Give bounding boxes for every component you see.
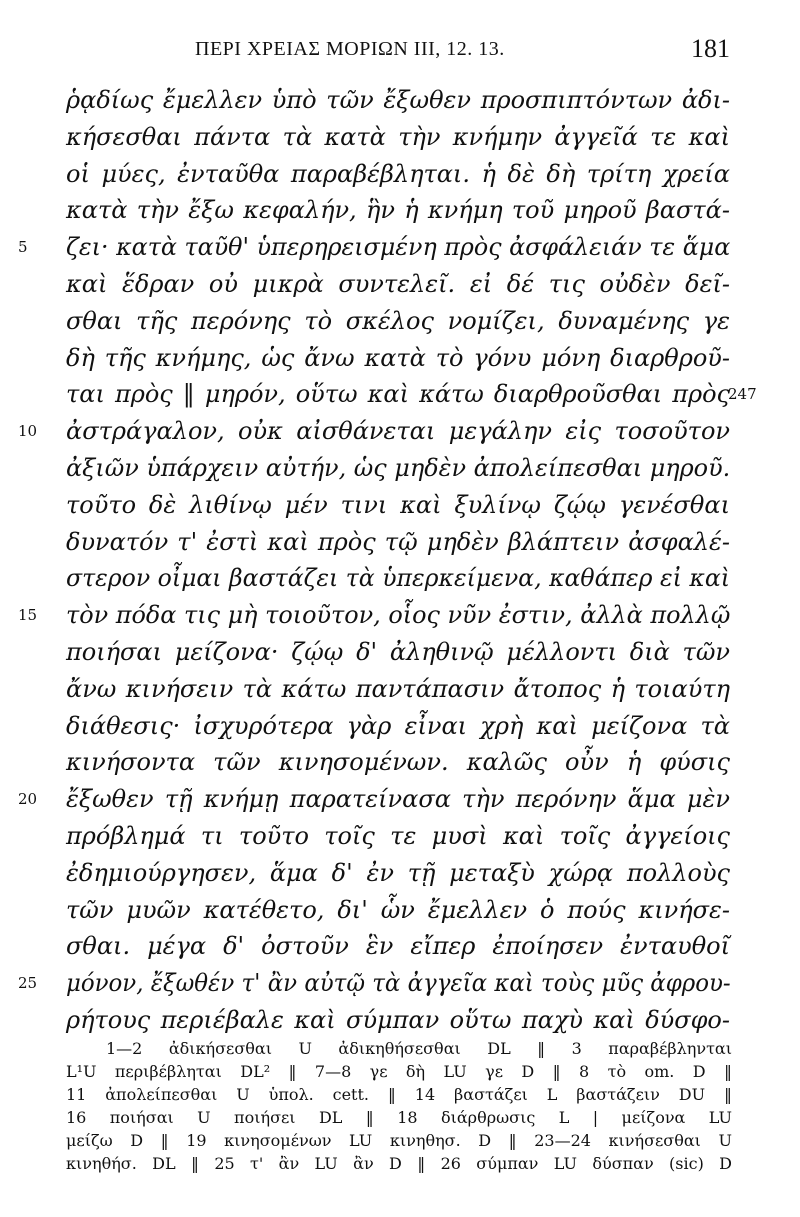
- line-text: δὴ τῆς κνήμης, ὡς ἄνω κατὰ τὸ γόνυ μόνη διαρθροῦ-: [66, 343, 730, 372]
- running-title: ΠΕΡΙ ΧΡΕΙΑΣ ΜΟΡΙΩΝ III, 12. 13.: [195, 38, 505, 60]
- line-text: σθαι τῆς περόνης τὸ σκέλος νομίζει, δυναμένης γε: [66, 306, 730, 335]
- text-line: [0, 340, 800, 377]
- text-line: [0, 818, 800, 855]
- line-text: κινήσοντα τῶν κινησομένων. καλῶς οὖν ἡ φύσις: [66, 748, 730, 777]
- line-text: ἐδημιούργησεν, ἅμα δ' ἐν τῇ μεταξὺ χώρᾳ πολλοὺς: [66, 858, 730, 887]
- line-number: 20: [18, 790, 38, 809]
- line-text: κατὰ τὴν ἔξω κεφαλήν, ἣν ἡ κνήμη τοῦ μηροῦ βαστά-: [66, 196, 730, 225]
- line-text: τῶν μυῶν κατέθετο, δι' ὧν ἔμελλεν ὁ πούς κινήσε-: [66, 895, 730, 924]
- text-line: [0, 855, 800, 892]
- line-text: καὶ ἕδραν οὐ μικρὰ συντελεῖ. εἰ δέ τις οὐδὲν δεῖ-: [66, 269, 730, 298]
- line-text: ῥᾳδίως ἔμελλεν ὑπὸ τῶν ἔξωθεν προσπιπτόντων ἀδι-: [66, 86, 730, 114]
- text-line: [0, 229, 800, 266]
- text-line: [0, 560, 800, 597]
- line-text: ἄνω κινήσειν τὰ κάτω παντάπασιν ἄτοπος ἡ τοιαύτη: [66, 674, 730, 703]
- page-header: [195, 34, 730, 78]
- text-line: [0, 892, 800, 929]
- apparatus-line: μείζω D ‖ 19 κινησομένων LU κινηθησ. D ‖ 23—24 κινήσεσθαι U: [66, 1131, 732, 1150]
- line-text: ποιήσαι μείζονα· ζῴῳ δ' ἀληθινῷ μέλλοντι διὰ τῶν: [66, 637, 730, 666]
- margin-page-reference: 247: [728, 385, 757, 404]
- text-line: [0, 82, 800, 119]
- text-line: [0, 487, 800, 524]
- line-text: ἀξιῶν ὑπάρχειν αὐτήν, ὡς μηδὲν ἀπολείπεσθαι μηροῦ.: [66, 453, 731, 482]
- line-number: 5: [18, 238, 28, 257]
- line-text: ζει· κατὰ ταῦθ' ὑπερηρεισμένη πρὸς ἀσφάλειάν τε ἅμα: [66, 233, 731, 262]
- text-line: [0, 524, 800, 561]
- line-text: τοῦτο δὲ λιθίνῳ μέν τινι καὶ ξυλίνῳ ζῴῳ γενέσθαι: [66, 490, 730, 519]
- line-text: ται πρὸς ‖ μηρόν, οὕτω καὶ κάτω διαρθροῦσθαι πρὸς: [66, 380, 730, 409]
- text-line: [0, 303, 800, 340]
- line-number: 25: [18, 974, 38, 993]
- page-number: 181: [691, 34, 730, 63]
- line-text: πρόβλημά τι τοῦτο τοῖς τε μυσὶ καὶ τοῖς ἀγγείοις: [66, 821, 730, 850]
- line-number: 15: [18, 606, 38, 625]
- text-line: [0, 119, 800, 156]
- text-line: [0, 413, 800, 450]
- apparatus-line: 1—2 ἀδικήσεσθαι U ἀδικηθήσεσθαι DL ‖ 3 παραβέβληνται: [106, 1039, 732, 1058]
- text-line: [0, 708, 800, 745]
- line-text: ἀστράγαλον, οὐκ αἰσθάνεται μεγάλην εἰς τοσοῦτον: [66, 417, 730, 446]
- line-text: τὸν πόδα τις μὴ τοιοῦτον, οἷος νῦν ἐστιν, ἀλλὰ πολλῷ: [66, 601, 731, 630]
- text-line: [0, 965, 800, 1002]
- line-number: 10: [18, 422, 38, 441]
- text-line: [0, 156, 800, 193]
- line-text: μόνον, ἔξωθέν τ' ἂν αὐτῷ τὰ ἀγγεῖα καὶ τοὺς μῦς ἀφρου-: [66, 969, 731, 998]
- text-line: [0, 928, 800, 965]
- line-text: κήσεσθαι πάντα τὰ κατὰ τὴν κνήμην ἀγγεῖά τε καὶ: [66, 122, 730, 151]
- text-line: [0, 597, 800, 634]
- text-line: [0, 671, 800, 708]
- apparatus-line: L¹U περιβέβληται DL² ‖ 7—8 γε δὴ LU γε D ‖ 8 τὸ om. D ‖: [66, 1062, 732, 1081]
- text-line: [0, 192, 800, 229]
- line-text: ρήτους περιέβαλε καὶ σύμπαν οὕτω παχὺ καὶ δύσφο-: [66, 1005, 730, 1034]
- apparatus-line: κινηθήσ. DL ‖ 25 τ' ἂν LU ἂν D ‖ 26 σύμπαν LU δύσπαν (sic) D: [66, 1154, 732, 1173]
- text-line: [0, 744, 800, 781]
- apparatus-line: 11 ἀπολείπεσθαι U ὑπολ. cett. ‖ 14 βαστάζει L βαστάζειν DU ‖: [66, 1085, 732, 1104]
- text-line: [0, 634, 800, 671]
- critical-apparatus: [66, 1037, 732, 1175]
- apparatus-line: 16 ποιήσαι U ποιήσει DL ‖ 18 διάρθρωσις L | μείζονα LU: [66, 1108, 732, 1127]
- main-text: [0, 82, 800, 1039]
- line-text: οἱ μύες, ἐνταῦθα παραβέβληται. ἡ δὲ δὴ τρίτη χρεία: [66, 159, 730, 188]
- line-text: στερον οἶμαι βαστάζει τὰ ὑπερκείμενα, καθάπερ εἰ καὶ: [66, 564, 731, 593]
- text-line: [0, 1002, 800, 1039]
- line-text: σθαι. μέγα δ' ὀστοῦν ἓν εἴπερ ἐποίησεν ἐνταυθοῖ: [66, 932, 730, 961]
- line-text: δυνατόν τ' ἐστὶ καὶ πρὸς τῷ μηδὲν βλάπτειν ἀσφαλέ-: [66, 527, 730, 556]
- text-line: [0, 781, 800, 818]
- text-line: [0, 450, 800, 487]
- text-line: [0, 376, 800, 413]
- text-line: [0, 266, 800, 303]
- line-text: διάθεσις· ἰσχυρότερα γὰρ εἶναι χρὴ καὶ μείζονα τὰ: [66, 711, 730, 740]
- line-text: ἔξωθεν τῇ κνήμῃ παρατείνασα τὴν περόνην ἅμα μὲν: [66, 785, 730, 814]
